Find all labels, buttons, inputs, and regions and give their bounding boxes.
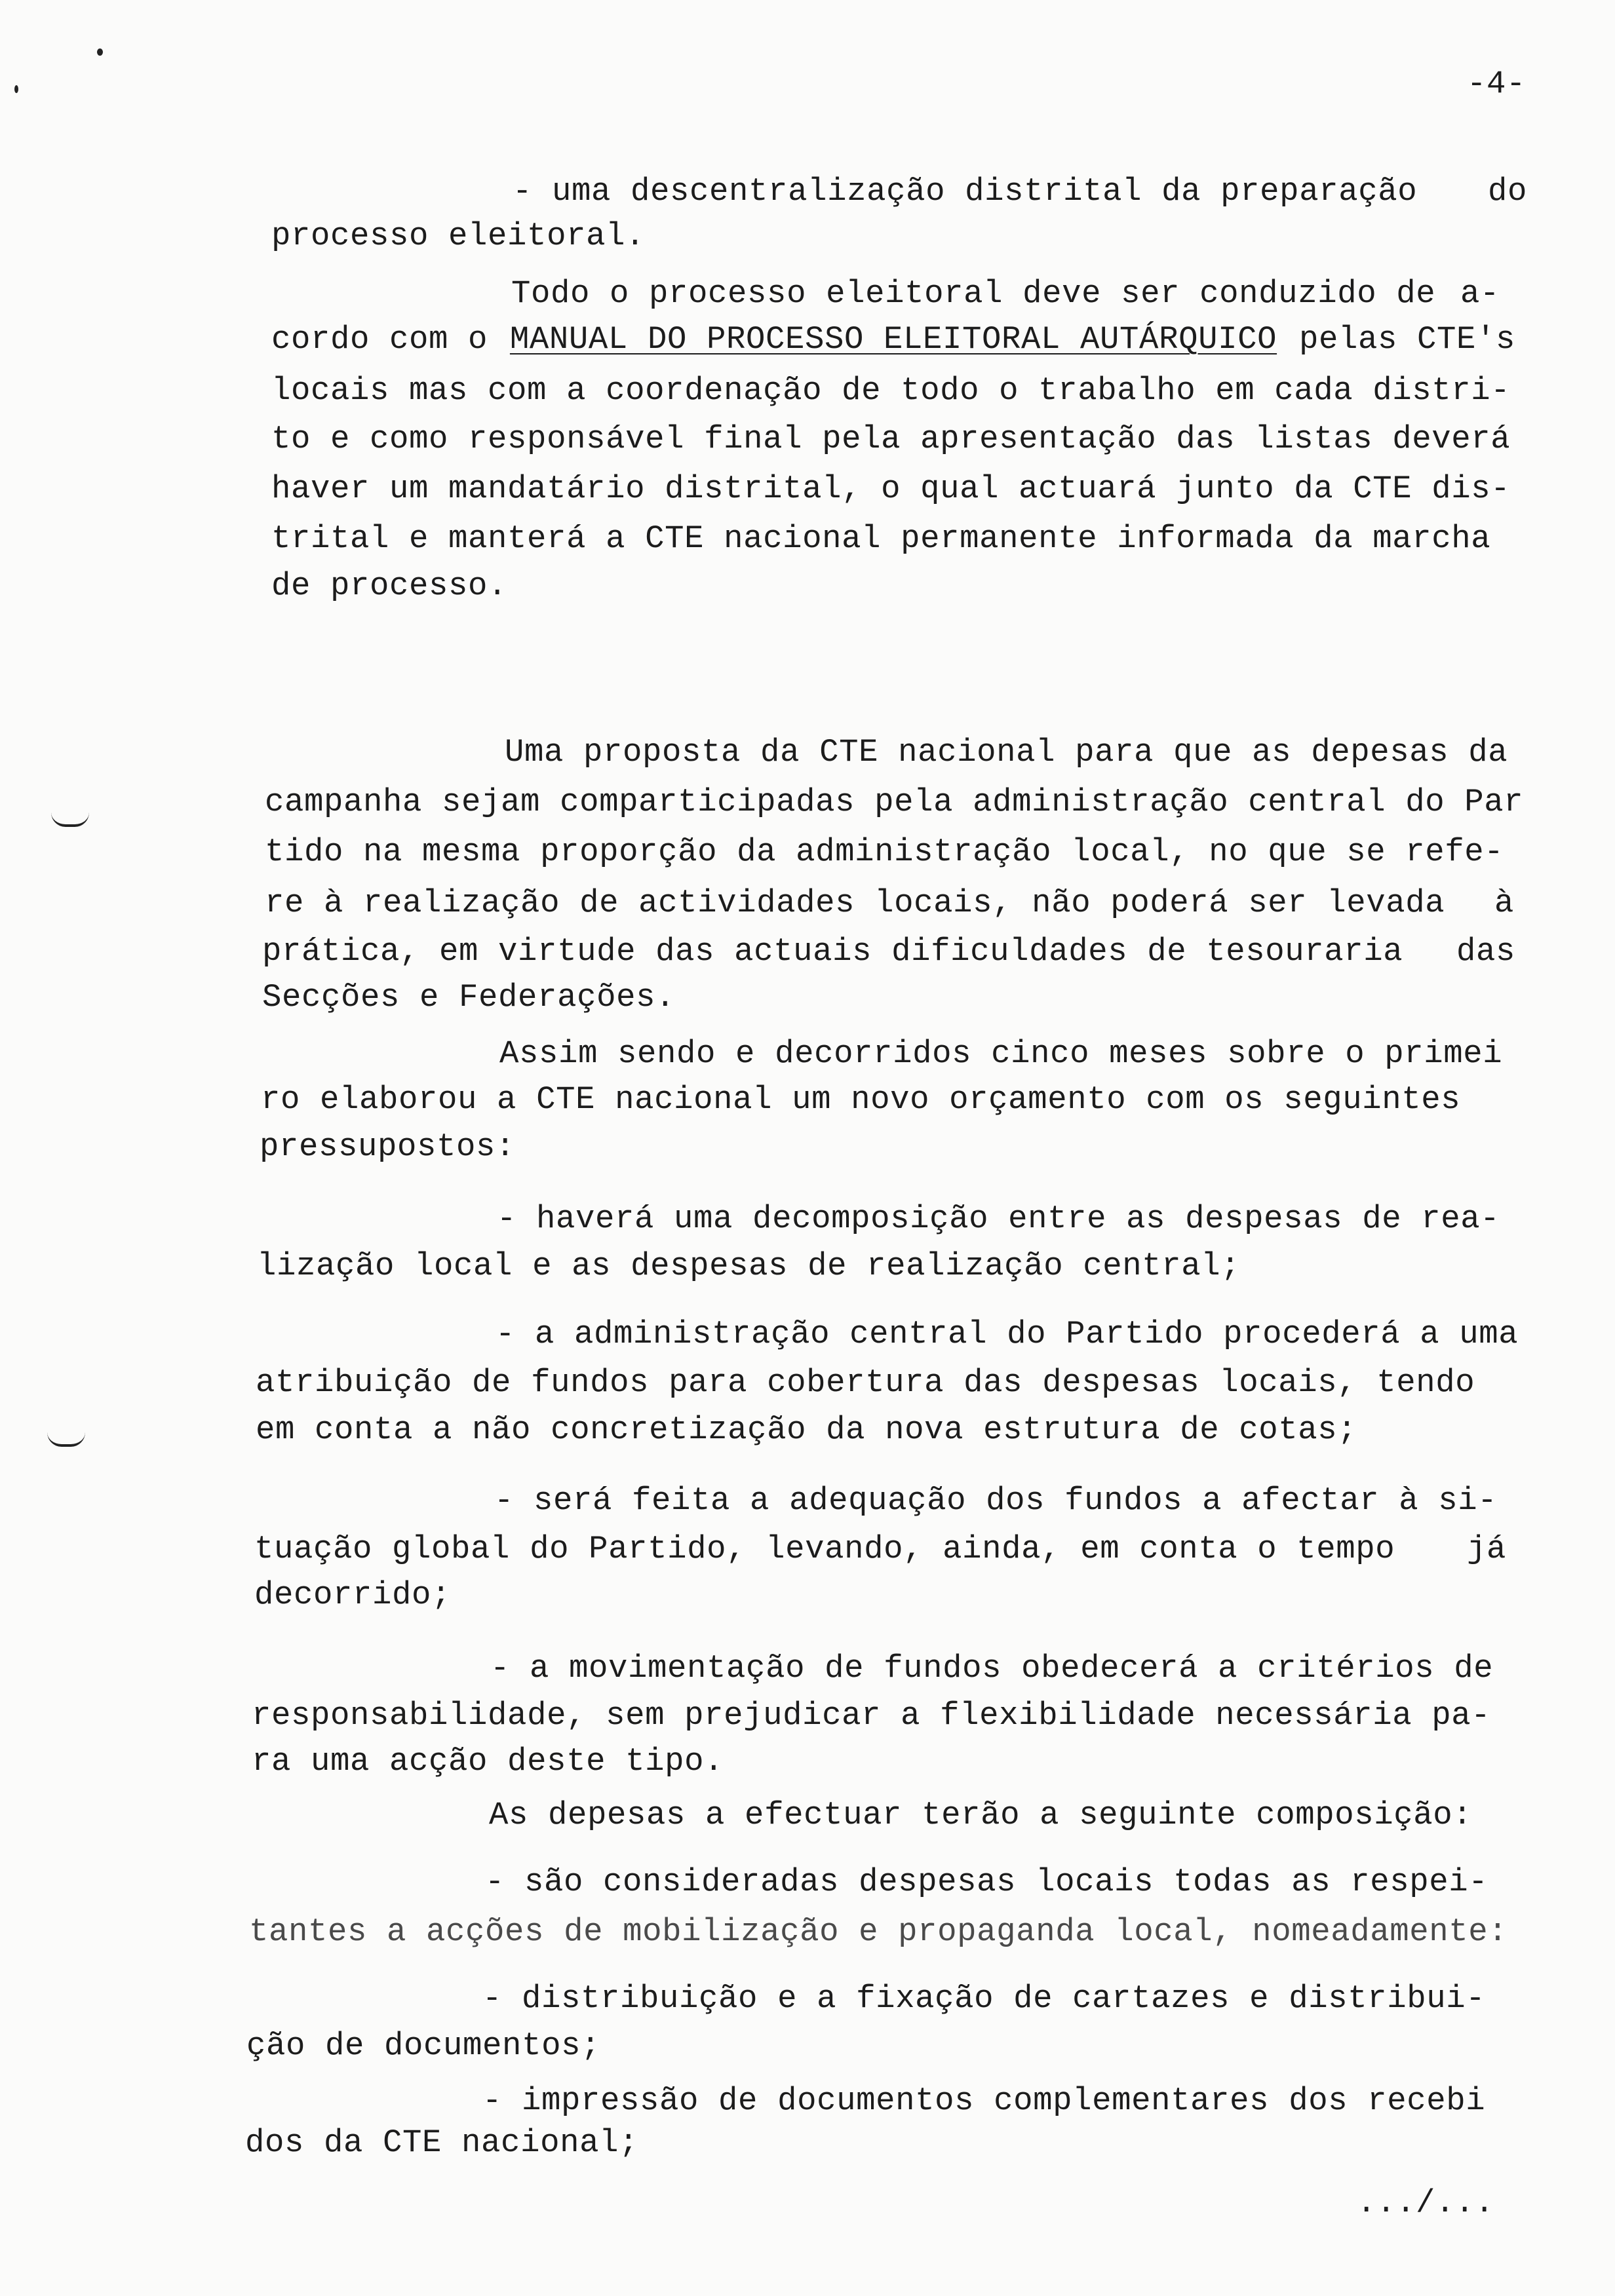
page-number: -4- [1467, 66, 1527, 102]
list-item-line: - impressão de documentos complementares dos recebi [482, 2082, 1486, 2119]
binder-hole-mark [51, 813, 89, 827]
text-line: lização local e as despesas de realização central; [257, 1248, 1241, 1284]
binder-hole-mark [47, 1432, 85, 1447]
list-item-line: - a administração central do Partido procederá a uma [496, 1316, 1519, 1352]
list-item-line: - haverá uma decomposição entre as despesas de rea- [497, 1200, 1500, 1237]
continuation-mark: .../... [1357, 2185, 1495, 2221]
text-line: ro elaborou a CTE nacional um novo orçamento com os seguintes [261, 1081, 1461, 1118]
text-segment: - uma descentralização distrital da preparação [513, 173, 1418, 210]
scan-speck [14, 85, 18, 93]
text-line [511, 274, 1500, 313]
text-line: As depesas a efectuar terão a seguinte composição: [489, 1797, 1473, 1833]
text-segment: re à realização de actividades locais, não poderá ser levada [265, 885, 1445, 921]
scan-speck [97, 48, 103, 56]
text-line [271, 320, 1515, 359]
text-line: Assim sendo e decorridos cinco meses sobre o primei [499, 1035, 1503, 1072]
text-line: de processo. [271, 567, 508, 604]
text-line: responsabilidade, sem prejudicar a flexibilidade necessária pa- [252, 1697, 1491, 1734]
text-segment: pelas CTE's [1298, 321, 1515, 358]
text-line: to e como responsável final pela apresentação das listas deverá [271, 421, 1511, 457]
text-line: haver um mandatário distrital, o qual actuará junto da CTE dis- [271, 470, 1511, 507]
text-line [513, 172, 1527, 211]
text-line: processo eleitoral. [271, 218, 646, 254]
text-line: ra uma acção deste tipo. [252, 1743, 724, 1780]
text-segment: cordo com o [271, 321, 488, 358]
text-line: ção de documentos; [246, 2027, 601, 2064]
text-segment: já [1466, 1531, 1506, 1567]
text-segment: a- [1460, 275, 1500, 312]
text-segment: Todo o processo eleitoral deve ser conduzido de [511, 275, 1436, 312]
text-segment: tuação global do Partido, levando, ainda, em conta o tempo [254, 1531, 1395, 1567]
text-line [254, 1529, 1506, 1569]
text-segment: à [1494, 885, 1514, 921]
text-line: tido na mesma proporção da administração local, no que se refe- [265, 833, 1504, 870]
text-line: pressupostos: [260, 1128, 516, 1165]
text-line: Uma proposta da CTE nacional para que as depesas da [505, 734, 1508, 771]
text-line: tantes a acções de mobilização e propaganda local, nomeadamente: [249, 1913, 1508, 1950]
text-line: dos da CTE nacional; [245, 2124, 639, 2161]
text-segment: das [1456, 933, 1515, 970]
text-line: em conta a não concretização da nova estrutura de cotas; [256, 1411, 1357, 1448]
list-item-line: - são consideradas despesas locais todas as respei- [485, 1864, 1489, 1900]
list-item-line: - a movimentação de fundos obedecerá a critérios de [490, 1650, 1494, 1687]
text-line: locais mas com a coordenação de todo o trabalho em cada distri- [271, 372, 1511, 409]
list-item-line: - será feita a adequação dos fundos a afectar à si- [494, 1482, 1498, 1519]
text-line [265, 883, 1514, 923]
text-line: atribuição de fundos para cobertura das despesas locais, tendo [256, 1364, 1475, 1401]
text-line: decorrido; [254, 1577, 452, 1613]
text-line: campanha sejam comparticipadas pela administração central do Par [265, 784, 1524, 820]
text-segment: do [1487, 173, 1527, 210]
text-line: trital e manterá a CTE nacional permanente informada da marcha [271, 520, 1491, 557]
list-item-line: - distribuição e a fixação de cartazes e distribui- [482, 1980, 1486, 2017]
text-segment: prática, em virtude das actuais dificuldades de tesouraria [262, 933, 1403, 970]
text-line [262, 932, 1515, 971]
text-line: Secções e Federações. [262, 979, 676, 1016]
manual-title: MANUAL DO PROCESSO ELEITORAL AUTÁRQUICO [509, 321, 1277, 358]
